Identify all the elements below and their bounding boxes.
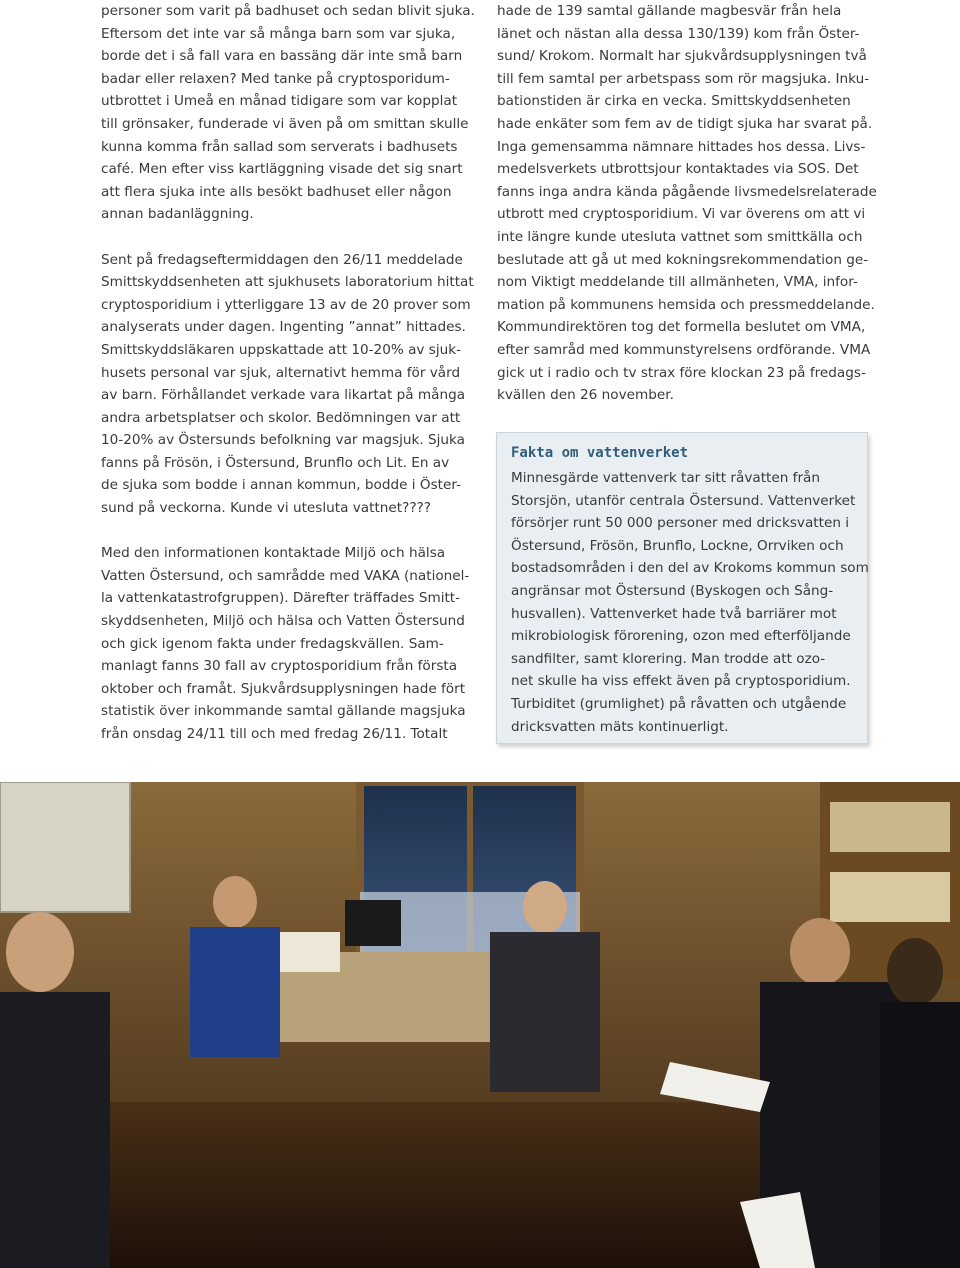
text-line: skyddsenheten, Miljö och hälsa och Vatten Östersund bbox=[101, 613, 465, 630]
fact-box-line: sandfilter, samt klorering. Man trodde att ozo- bbox=[511, 650, 826, 667]
right-column bbox=[497, 0, 877, 407]
paragraph-gap bbox=[101, 226, 481, 249]
text-line: husets personal var sjuk, alternativt hemma för vård bbox=[101, 364, 461, 381]
fact-box-title: Fakta om vattenverket bbox=[511, 445, 689, 461]
text-line: att flera sjuka inte alls besökt badhuset eller någon bbox=[101, 183, 452, 200]
text-line: av barn. Förhållandet verkade vara likartat på många bbox=[101, 387, 466, 404]
fact-box-line: Minnesgärde vattenverk tar sitt råvatten från bbox=[511, 470, 820, 486]
text-line: sund på veckorna. Kunde vi utesluta vattnet???? bbox=[101, 500, 431, 517]
fact-box-line: dricksvatten mäts kontinuerligt. bbox=[511, 718, 729, 735]
text-line: café. Men efter viss kartläggning visade det sig snart bbox=[101, 161, 463, 178]
text-line: de sjuka som bodde i annan kommun, bodde i Öster- bbox=[101, 477, 461, 494]
paragraph-gap bbox=[101, 520, 481, 543]
text-line: fanns på Frösön, i Östersund, Brunflo och Lit. En av bbox=[101, 454, 450, 471]
text-line: mation på kommunens hemsida och pressmeddelande. bbox=[497, 296, 875, 313]
text-line: utbrott med cryptosporidium. Vi var överens om att vi bbox=[497, 206, 866, 223]
text-line: efter samråd med kommunstyrelsens ordförande. VMA bbox=[497, 341, 871, 358]
text-line: till fem samtal per arbetspass som rör magsjuka. Inku- bbox=[497, 70, 870, 87]
text-line: borde det i så fall vara en bassäng där inte små barn bbox=[101, 48, 463, 65]
text-line: Eftersom det inte var så många barn som var sjuka, bbox=[101, 25, 456, 42]
text-line: Med den informationen kontaktade Miljö och hälsa bbox=[101, 545, 446, 562]
text-line: kvällen den 26 november. bbox=[497, 387, 674, 404]
text-line: kunna komma från sallad som serverats i badhusets bbox=[101, 138, 458, 155]
text-line: Smittskyddsläkaren uppskattade att 10-20% av sjuk- bbox=[101, 341, 462, 358]
text-line: till grönsaker, funderade vi även på om smittan skulle bbox=[101, 115, 469, 132]
text-line: badar eller relaxen? Med tanke på cryptosporidum- bbox=[101, 70, 450, 87]
meeting-photo-image bbox=[0, 782, 960, 1268]
text-line: inte längre kunde utesluta vattnet som smittkälla och bbox=[497, 228, 863, 245]
fact-box-line: försörjer runt 50 000 personer med dricksvatten i bbox=[511, 515, 850, 532]
text-line: bationstiden är cirka en vecka. Smittskyddsenheten bbox=[497, 93, 851, 110]
text-line: länet och nästan alla dessa 130/139) kom från Öster- bbox=[497, 25, 860, 42]
text-line: nom Viktigt meddelande till allmänheten, VMA, infor- bbox=[497, 274, 858, 291]
fact-box-body bbox=[511, 467, 869, 738]
fact-box-line: Storsjön, utanför centrala Östersund. Vattenverket bbox=[511, 492, 856, 509]
text-line: la vattenkatastrofgruppen). Därefter träffades Smitt- bbox=[101, 590, 461, 607]
text-line: Sent på fredagseftermiddagen den 26/11 meddelade bbox=[101, 251, 463, 268]
text-line: Inga gemensamma nämnare hittades hos dessa. Livs- bbox=[497, 138, 866, 155]
text-line: statistik över inkommande samtal gällande magsjuka bbox=[101, 703, 466, 720]
text-line: beslutade att gå ut med kokningsrekommendation ge- bbox=[497, 251, 869, 268]
text-line: sund/ Krokom. Normalt har sjukvårdsupplysningen två bbox=[497, 48, 867, 65]
text-line: Smittskyddsenheten att sjukhusets laboratorium hittat bbox=[101, 274, 474, 291]
text-line: annan badanläggning. bbox=[101, 206, 254, 223]
text-line: från onsdag 24/11 till och med fredag 26/11. Totalt bbox=[101, 726, 448, 742]
fact-box-line: net skulle ha viss effekt även på cryptosporidium. bbox=[511, 673, 851, 690]
text-line: analyserats under dagen. Ingenting ”annat” hittades. bbox=[101, 319, 466, 336]
text-line: hade enkäter som fem av de tidigt sjuka har svarat på. bbox=[497, 115, 873, 132]
paragraph bbox=[101, 249, 481, 520]
fact-box-line: Turbiditet (grumlighet) på råvatten och utgående bbox=[511, 695, 847, 712]
text-line: gick ut i radio och tv strax före klockan 23 på fredags- bbox=[497, 364, 866, 381]
text-line: personer som varit på badhuset och sedan blivit sjuka. bbox=[101, 3, 475, 19]
fact-box bbox=[496, 432, 868, 744]
paragraph bbox=[101, 542, 481, 745]
fact-box-line: bostadsområden i den del av Krokoms kommun som bbox=[511, 560, 869, 577]
text-line: Kommundirektören tog det formella beslutet om VMA, bbox=[497, 319, 866, 336]
left-column bbox=[101, 0, 481, 746]
fact-box-line: mikrobiologisk förorening, ozon med efterföljande bbox=[511, 628, 851, 645]
text-line: medelsverkets utbrottsjour kontaktades via SOS. Det bbox=[497, 161, 859, 178]
text-line: oktober och framåt. Sjukvårdsupplysningen hade fört bbox=[101, 680, 466, 697]
text-line: hade de 139 samtal gällande magbesvär från hela bbox=[497, 3, 842, 19]
text-line: och gick igenom fakta under fredagskvällen. Sam- bbox=[101, 635, 444, 652]
text-line: 10-20% av Östersunds befolkning var magsjuk. Sjuka bbox=[101, 432, 466, 449]
meeting-photo bbox=[0, 782, 960, 1268]
fact-box-line: angränsar mot Östersund (Byskogen och Sång- bbox=[511, 582, 834, 599]
paragraph bbox=[101, 0, 481, 226]
text-line: utbrottet i Umeå en månad tidigare som var kopplat bbox=[101, 93, 458, 110]
text-line: manlagt fanns 30 fall av cryptosporidium från första bbox=[101, 658, 458, 675]
fact-box-line: Östersund, Frösön, Brunflo, Lockne, Orrviken och bbox=[511, 537, 844, 554]
paragraph bbox=[497, 0, 877, 407]
text-line: cryptosporidium i ytterliggare 13 av de 20 prover som bbox=[101, 296, 471, 313]
text-line: andra arbetsplatser och skolor. Bedömningen var att bbox=[101, 409, 461, 426]
text-line: fanns inga andra kända pågående livsmedelsrelaterade bbox=[497, 183, 877, 200]
text-line: Vatten Östersund, och samrådde med VAKA (nationel- bbox=[101, 567, 470, 584]
fact-box-line: husvallen). Vattenverket hade två barriärer mot bbox=[511, 605, 837, 622]
